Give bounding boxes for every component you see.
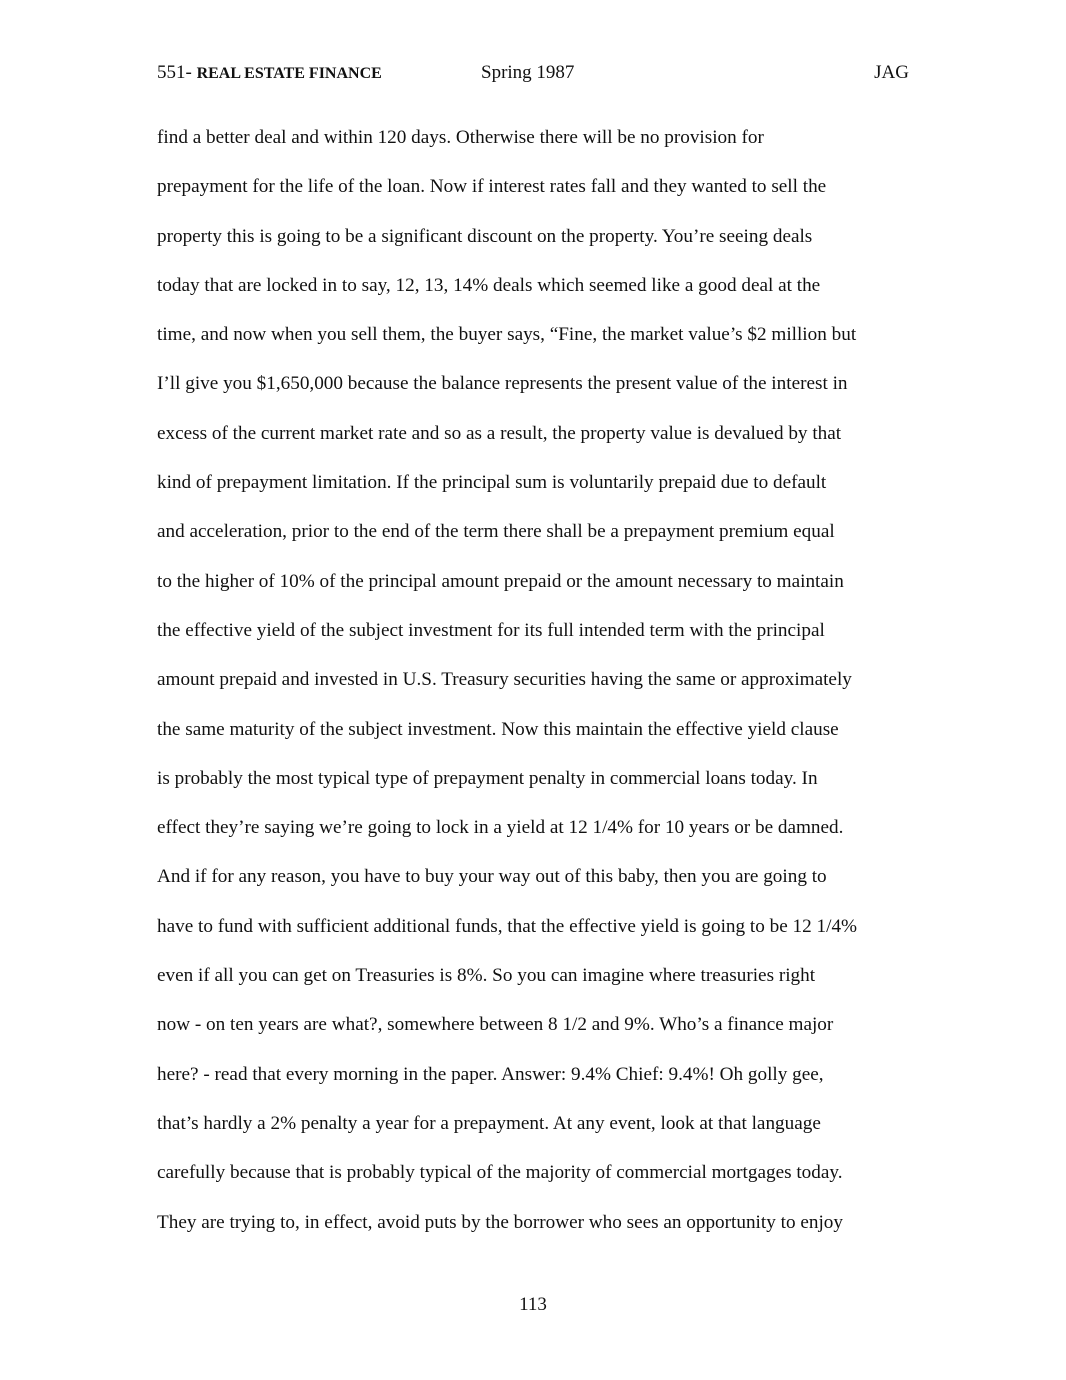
text-line: that’s hardly a 2% penalty a year for a prepayment. At any event, look at that language — [157, 1112, 821, 1134]
course-title: REAL ESTATE FINANCE — [196, 65, 382, 82]
term: Spring 1987 — [481, 62, 575, 83]
text-line: find a better deal and within 120 days. Otherwise there will be no provision for — [157, 127, 764, 148]
text-line: here? - read that every morning in the paper. Answer: 9.4% Chief: 9.4%! Oh golly gee, — [157, 1063, 824, 1085]
author-initials: JAG — [874, 62, 909, 83]
text-line: and acceleration, prior to the end of the term there shall be a prepayment premium equal — [157, 521, 835, 543]
text-line: And if for any reason, you have to buy your way out of this baby, then you are going to — [157, 866, 827, 888]
text-line: have to fund with sufficient additional funds, that the effective yield is going to be 12 1/4% — [157, 915, 858, 937]
text-line: effect they’re saying we’re going to lock in a yield at 12 1/4% for 10 years or be damned. — [157, 817, 844, 839]
text-line: kind of prepayment limitation. If the principal sum is voluntarily prepaid due to default — [157, 472, 827, 494]
text-line: the effective yield of the subject investment for its full intended term with the principal — [157, 619, 825, 641]
transcript-body — [157, 122, 917, 1256]
course-number: 551- — [157, 62, 197, 83]
text-line: I’ll give you $1,650,000 because the balance represents the present value of the interest in — [157, 373, 848, 395]
text-line: property this is going to be a significant discount on the property. You’re seeing deals — [157, 225, 813, 247]
text-line: carefully because that is probably typical of the majority of commercial mortgages today. — [157, 1162, 843, 1184]
text-line: prepayment for the life of the loan. Now if interest rates fall and they wanted to sell the — [157, 176, 827, 198]
text-line: is probably the most typical type of prepayment penalty in commercial loans today. In — [157, 767, 818, 789]
text-line: the same maturity of the subject investment. Now this maintain the effective yield clause — [157, 718, 839, 740]
page-number: 113 — [519, 1294, 547, 1315]
text-line: even if all you can get on Treasuries is 8%. So you can imagine where treasuries right — [157, 965, 816, 987]
course-heading — [157, 62, 382, 84]
text-line: time, and now when you sell them, the buyer says, “Fine, the market value’s $2 million but — [157, 324, 857, 346]
text-line: amount prepaid and invested in U.S. Treasury securities having the same or approximately — [157, 669, 852, 691]
text-line: excess of the current market rate and so as a result, the property value is devalued by that — [157, 422, 842, 444]
text-line: now - on ten years are what?, somewhere between 8 1/2 and 9%. Who’s a finance major — [157, 1014, 834, 1036]
page-header — [157, 62, 909, 92]
text-line: to the higher of 10% of the principal amount prepaid or the amount necessary to maintain — [157, 570, 844, 592]
text-line: They are trying to, in effect, avoid puts by the borrower who sees an opportunity to enjoy — [157, 1211, 843, 1233]
text-line: today that are locked in to say, 12, 13, 14% deals which seemed like a good deal at the — [157, 274, 821, 296]
